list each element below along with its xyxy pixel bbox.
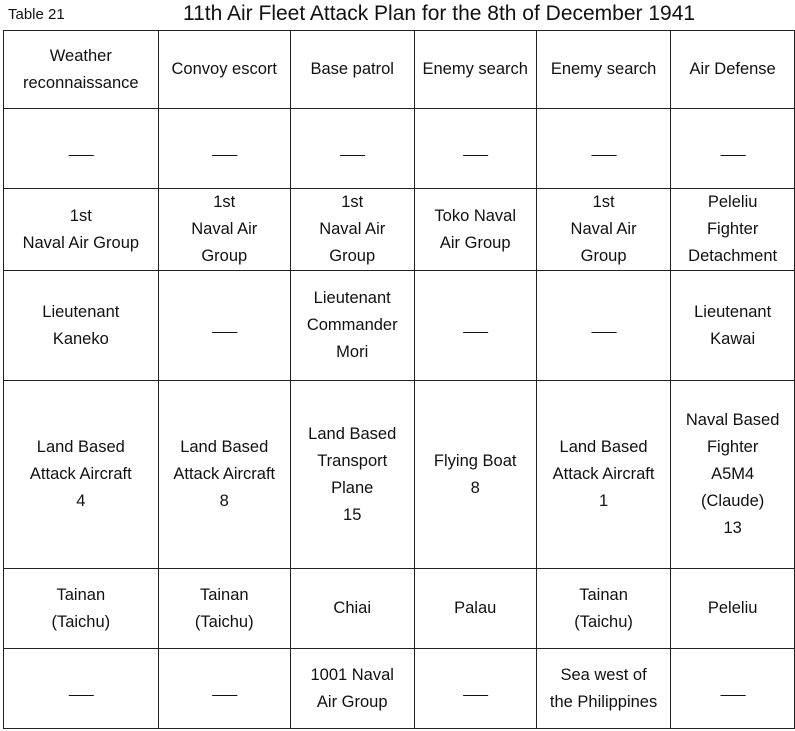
table-cell: ___ — [536, 271, 670, 381]
table-cell: ___ — [158, 271, 290, 381]
table-cell: Land Based Attack Aircraft 8 — [158, 381, 290, 569]
table-row — [4, 189, 795, 271]
table-row — [4, 381, 795, 569]
table-cell: ___ — [671, 109, 795, 189]
table-cell: Sea west of the Philippines — [536, 649, 670, 729]
column-header: Enemy search — [536, 31, 670, 109]
table-cell: Lieutenant Kawai — [671, 271, 795, 381]
table-cell: Toko Naval Air Group — [414, 189, 536, 271]
table-cell: 1st Naval Air Group — [536, 189, 670, 271]
table-row — [4, 109, 795, 189]
table-cell: Peleliu Fighter Detachment — [671, 189, 795, 271]
table-cell: ___ — [4, 109, 159, 189]
table-cell: Land Based Attack Aircraft 4 — [4, 381, 159, 569]
attack-plan-table — [3, 30, 795, 729]
table-cell: Naval Based Fighter A5M4 (Claude) 13 — [671, 381, 795, 569]
header-row — [4, 31, 795, 109]
table-row — [4, 569, 795, 649]
table-cell: ___ — [671, 649, 795, 729]
table-cell: Land Based Attack Aircraft 1 — [536, 381, 670, 569]
table-cell: ___ — [414, 109, 536, 189]
table-cell: Lieutenant Commander Mori — [290, 271, 414, 381]
table-cell: Lieutenant Kaneko — [4, 271, 159, 381]
column-header: Base patrol — [290, 31, 414, 109]
table-cell: Flying Boat 8 — [414, 381, 536, 569]
table-cell: Tainan (Taichu) — [158, 569, 290, 649]
table-cell: ___ — [158, 109, 290, 189]
table-cell: Chiai — [290, 569, 414, 649]
table-row — [4, 271, 795, 381]
table-cell: 1001 Naval Air Group — [290, 649, 414, 729]
table-cell: 1st Naval Air Group — [158, 189, 290, 271]
table-cell: Tainan (Taichu) — [536, 569, 670, 649]
table-cell: ___ — [536, 109, 670, 189]
table-label: Table 21 — [8, 6, 65, 23]
column-header: Convoy escort — [158, 31, 290, 109]
table-cell: Tainan (Taichu) — [4, 569, 159, 649]
table-cell: Land Based Transport Plane 15 — [290, 381, 414, 569]
table-cell: 1st Naval Air Group — [290, 189, 414, 271]
table-cell: Peleliu — [671, 569, 795, 649]
table-cell: ___ — [414, 271, 536, 381]
column-header: Enemy search — [414, 31, 536, 109]
table-cell: ___ — [290, 109, 414, 189]
table-cell: 1st Naval Air Group — [4, 189, 159, 271]
page-title: 11th Air Fleet Attack Plan for the 8th of December 1941 — [183, 2, 696, 25]
table-cell: Palau — [414, 569, 536, 649]
table-cell: ___ — [414, 649, 536, 729]
table-cell: ___ — [158, 649, 290, 729]
column-header: Air Defense — [671, 31, 795, 109]
column-header: Weather reconnaissance — [4, 31, 159, 109]
table-row — [4, 649, 795, 729]
table-cell: ___ — [4, 649, 159, 729]
